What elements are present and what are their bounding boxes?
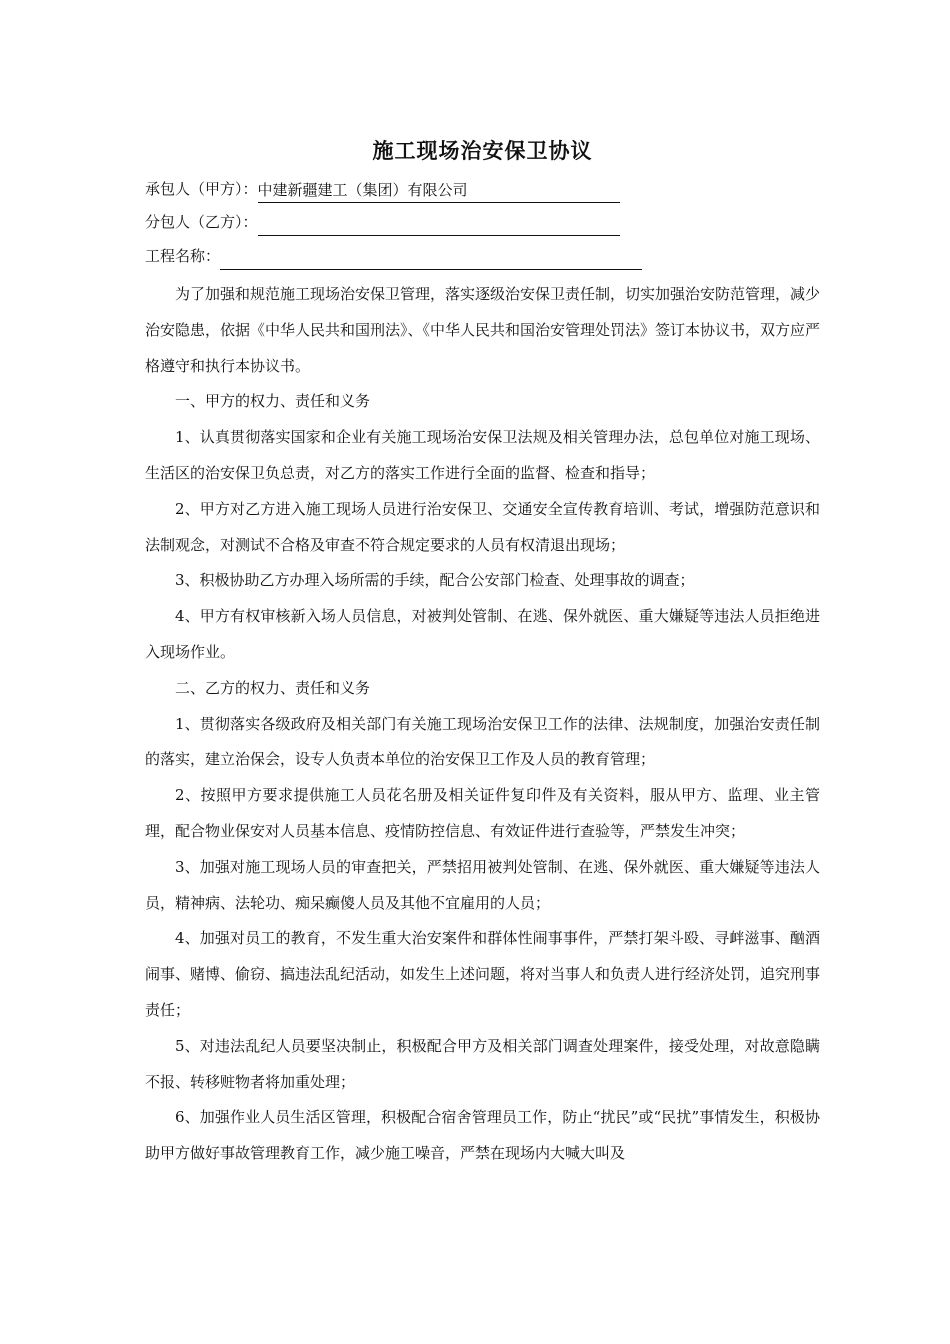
field-subcontractor-value xyxy=(258,212,620,236)
paragraph-intro: 为了加强和规范施工现场治安保卫管理，落实逐级治安保卫责任制，切实加强治安防范管理，减少治安隐患，依据《中华人民共和国刑法》、《中华人民共和国治安管理处罚法》签订本协议书，双方应严格遵守和执行本协议书。 xyxy=(145,285,821,375)
clause-b-2: 2、按照甲方要求提供施工人员花名册及相关证件复印件及有关资料，服从甲方、监理、业主管理，配合物业保安对人员基本信息、疫情防控信息、有效证件进行查验等，严禁发生冲突； xyxy=(145,786,820,840)
section-heading-party-a: 一、甲方的权力、责任和义务 xyxy=(175,392,371,411)
document-body xyxy=(145,277,820,1172)
document-title: 施工现场治安保卫协议 xyxy=(372,138,593,163)
clause-b-3: 3、加强对施工现场人员的审查把关，严禁招用被判处管制、在逃、保外就医、重大嫌疑等违法人员，精神病、法轮功、痴呆癫傻人员及其他不宜雇用的人员； xyxy=(145,857,820,912)
clause-b-4: 4、加强对员工的教育，不发生重大治安案件和群体性闹事事件，严禁打架斗殴、寻衅滋事、酗酒闹事、赌博、偷窃、搞违法乱纪活动，如发生上述问题，将对当事人和负责人进行经济处罚，追究刑事责任； xyxy=(145,929,821,1019)
field-subcontractor xyxy=(145,208,620,236)
field-project-name xyxy=(145,242,642,270)
clause-a-4: 4、甲方有权审核新入场人员信息，对被判处管制、在逃、保外就医、重大嫌疑等违法人员拒绝进入现场作业。 xyxy=(145,607,820,661)
field-contractor-value: 中建新疆建工（集团）有限公司 xyxy=(258,179,620,203)
field-project-name-label: 工程名称： xyxy=(145,247,221,265)
section-heading-party-b: 二、乙方的权力、责任和义务 xyxy=(175,678,371,697)
clause-a-1: 1、认真贯彻落实国家和企业有关施工现场治安保卫法规及相关管理办法，总包单位对施工现场、生活区的治安保卫负总责，对乙方的落实工作进行全面的监督、检查和指导； xyxy=(145,428,820,482)
clause-b-1: 1、贯彻落实各级政府及相关部门有关施工现场治安保卫工作的法律、法规制度，加强治安责任制的落实，建立治保会，设专人负责本单位的治安保卫工作及人员的教育管理； xyxy=(145,714,820,769)
field-contractor-label: 承包人（甲方）： xyxy=(145,180,258,198)
clause-a-3: 3、积极协助乙方办理入场所需的手续，配合公安部门检查、处理事故的调查； xyxy=(175,571,695,590)
clause-b-5: 5、对违法乱纪人员要坚决制止，积极配合甲方及相关部门调查处理案件，接受处理，对故意隐瞒不报、转移赃物者将加重处理； xyxy=(145,1036,820,1091)
field-contractor xyxy=(145,175,620,203)
clause-b-6: 6、加强作业人员生活区管理，积极配合宿舍管理员工作，防止“扰民”或“民扰”事情发生，积极协助甲方做好事故管理教育工作，减少施工噪音，严禁在现场内大喊大叫及 xyxy=(145,1108,820,1163)
clause-a-2: 2、甲方对乙方进入施工现场人员进行治安保卫、交通安全宣传教育培训、考试，增强防范意识和法制观念，对测试不合格及审查不符合规定要求的人员有权清退出现场； xyxy=(145,499,820,554)
field-project-name-value xyxy=(220,246,642,270)
field-subcontractor-label: 分包人（乙方）： xyxy=(145,213,258,231)
